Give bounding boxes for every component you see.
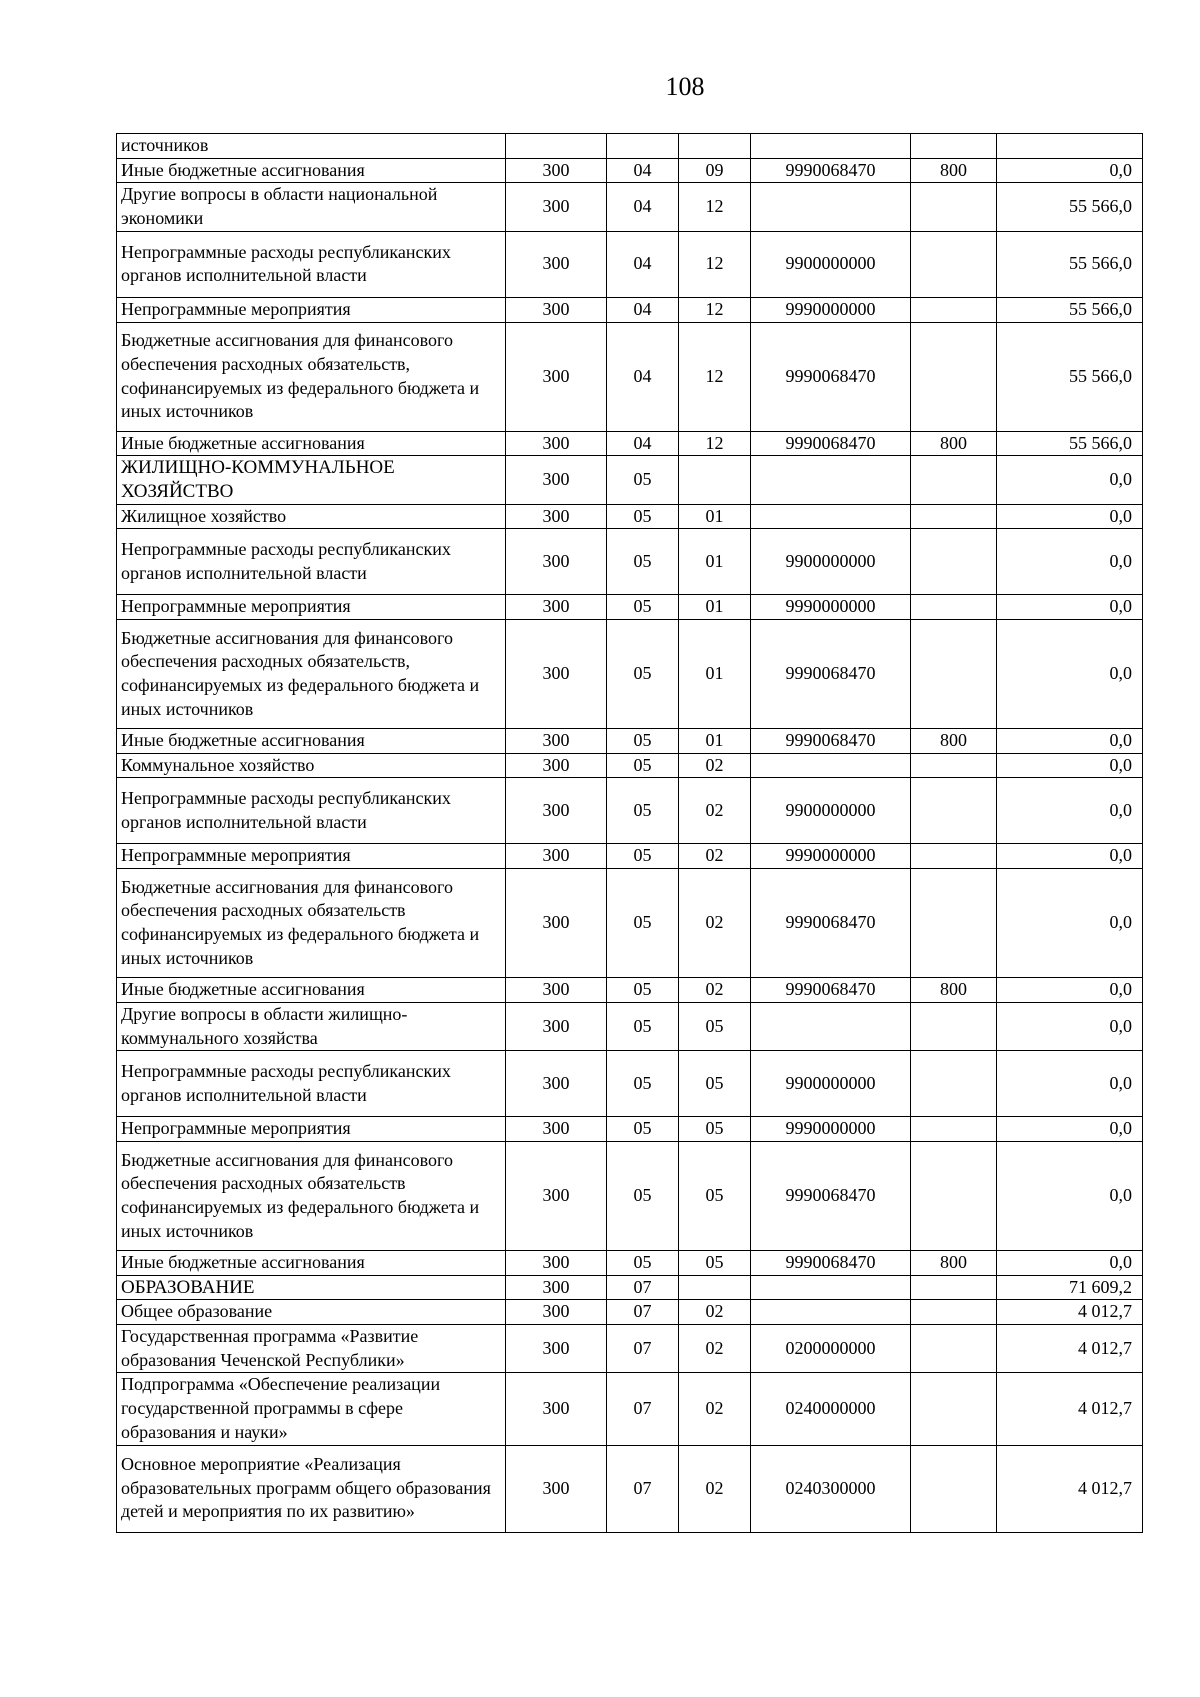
table-row	[117, 183, 1143, 231]
row-expense-type-cell	[911, 1325, 997, 1373]
table-row	[117, 978, 1143, 1003]
table-row	[117, 1051, 1143, 1117]
table-row	[117, 504, 1143, 529]
row-subsection-cell: 02	[679, 1300, 751, 1325]
row-section-cell: 05	[607, 1051, 679, 1117]
row-expense-type-cell	[911, 134, 997, 159]
row-amount-cell: 55 566,0	[997, 431, 1143, 456]
row-subsection-cell: 05	[679, 1002, 751, 1050]
row-expense-type-cell	[911, 778, 997, 844]
row-amount-cell: 0,0	[997, 1141, 1143, 1250]
row-name-cell: ОБРАЗОВАНИЕ	[117, 1275, 506, 1300]
row-name-cell: Жилищное хозяйство	[117, 504, 506, 529]
row-name-cell: Непрограммные расходы республиканских органов исполнительной власти	[117, 1051, 506, 1117]
row-admin-code-cell: 300	[506, 869, 607, 978]
row-amount-cell: 0,0	[997, 729, 1143, 754]
row-section-cell: 07	[607, 1300, 679, 1325]
row-expense-type-cell	[911, 1051, 997, 1117]
row-section-cell: 05	[607, 595, 679, 620]
row-expense-type-cell	[911, 1373, 997, 1445]
row-target-article-cell: 0240300000	[751, 1445, 911, 1532]
row-admin-code-cell: 300	[506, 1325, 607, 1373]
row-expense-type-cell	[911, 231, 997, 297]
table-row	[117, 1002, 1143, 1050]
row-target-article-cell	[751, 134, 911, 159]
row-admin-code-cell: 300	[506, 753, 607, 778]
budget-table	[116, 133, 1143, 1533]
row-section-cell: 05	[607, 456, 679, 504]
row-admin-code-cell: 300	[506, 1300, 607, 1325]
table-row	[117, 297, 1143, 322]
row-name-cell: Бюджетные ассигнования для финансового обеспечения расходных обязательств, софинансируемых из федерального бюджета и иных источников	[117, 322, 506, 431]
row-admin-code-cell: 300	[506, 1275, 607, 1300]
row-name-cell: Бюджетные ассигнования для финансового обеспечения расходных обязательств, софинансируемых из федерального бюджета и иных источников	[117, 620, 506, 729]
row-target-article-cell: 9990000000	[751, 595, 911, 620]
table-row	[117, 322, 1143, 431]
row-expense-type-cell: 800	[911, 158, 997, 183]
table-row	[117, 778, 1143, 844]
row-subsection-cell: 02	[679, 1325, 751, 1373]
row-target-article-cell: 0200000000	[751, 1325, 911, 1373]
table-row	[117, 1275, 1143, 1300]
table-row	[117, 620, 1143, 729]
row-section-cell: 04	[607, 183, 679, 231]
row-admin-code-cell: 300	[506, 595, 607, 620]
table-row	[117, 456, 1143, 504]
table-row	[117, 231, 1143, 297]
row-amount-cell: 0,0	[997, 529, 1143, 595]
row-admin-code-cell: 300	[506, 431, 607, 456]
row-amount-cell: 0,0	[997, 978, 1143, 1003]
row-target-article-cell	[751, 1300, 911, 1325]
row-section-cell: 07	[607, 1445, 679, 1532]
row-subsection-cell: 09	[679, 158, 751, 183]
row-section-cell: 05	[607, 1002, 679, 1050]
row-amount-cell: 0,0	[997, 778, 1143, 844]
row-section-cell: 05	[607, 869, 679, 978]
row-admin-code-cell: 300	[506, 844, 607, 869]
row-amount-cell: 0,0	[997, 753, 1143, 778]
row-subsection-cell: 12	[679, 297, 751, 322]
row-section-cell: 07	[607, 1373, 679, 1445]
row-section-cell: 05	[607, 778, 679, 844]
row-section-cell: 05	[607, 1141, 679, 1250]
row-expense-type-cell	[911, 1117, 997, 1142]
row-expense-type-cell	[911, 183, 997, 231]
row-target-article-cell: 9990000000	[751, 844, 911, 869]
row-name-cell: Непрограммные мероприятия	[117, 1117, 506, 1142]
row-target-article-cell: 9990068470	[751, 620, 911, 729]
row-admin-code-cell: 300	[506, 1373, 607, 1445]
row-name-cell: Непрограммные расходы республиканских органов исполнительной власти	[117, 231, 506, 297]
row-amount-cell: 4 012,7	[997, 1325, 1143, 1373]
row-target-article-cell: 9990068470	[751, 431, 911, 456]
row-target-article-cell: 9990068470	[751, 869, 911, 978]
row-name-cell: источников	[117, 134, 506, 159]
row-target-article-cell: 0240000000	[751, 1373, 911, 1445]
row-amount-cell: 0,0	[997, 1051, 1143, 1117]
row-target-article-cell: 9990068470	[751, 1250, 911, 1275]
row-subsection-cell: 05	[679, 1250, 751, 1275]
row-name-cell: Коммунальное хозяйство	[117, 753, 506, 778]
row-target-article-cell: 9900000000	[751, 231, 911, 297]
row-subsection-cell: 02	[679, 978, 751, 1003]
row-expense-type-cell	[911, 595, 997, 620]
row-subsection-cell: 05	[679, 1051, 751, 1117]
row-target-article-cell: 9990000000	[751, 297, 911, 322]
row-amount-cell: 0,0	[997, 595, 1143, 620]
table-row	[117, 595, 1143, 620]
table-row	[117, 1141, 1143, 1250]
row-expense-type-cell	[911, 1300, 997, 1325]
row-name-cell: Другие вопросы в области национальной экономики	[117, 183, 506, 231]
row-amount-cell: 4 012,7	[997, 1300, 1143, 1325]
row-admin-code-cell: 300	[506, 1117, 607, 1142]
row-section-cell: 05	[607, 620, 679, 729]
row-amount-cell: 55 566,0	[997, 322, 1143, 431]
row-section-cell: 05	[607, 729, 679, 754]
row-target-article-cell: 9990000000	[751, 1117, 911, 1142]
row-target-article-cell: 9900000000	[751, 529, 911, 595]
row-admin-code-cell: 300	[506, 297, 607, 322]
row-section-cell: 04	[607, 231, 679, 297]
row-section-cell: 05	[607, 844, 679, 869]
row-amount-cell	[997, 134, 1143, 159]
row-admin-code-cell: 300	[506, 978, 607, 1003]
row-subsection-cell: 12	[679, 183, 751, 231]
row-name-cell: Иные бюджетные ассигнования	[117, 158, 506, 183]
row-admin-code-cell: 300	[506, 322, 607, 431]
row-section-cell	[607, 134, 679, 159]
row-amount-cell: 0,0	[997, 844, 1143, 869]
row-name-cell: Иные бюджетные ассигнования	[117, 1250, 506, 1275]
row-subsection-cell: 02	[679, 1445, 751, 1532]
row-expense-type-cell	[911, 1002, 997, 1050]
row-subsection-cell: 01	[679, 595, 751, 620]
table-row	[117, 431, 1143, 456]
row-section-cell: 05	[607, 504, 679, 529]
row-name-cell: Государственная программа «Развитие образования Чеченской Республики»	[117, 1325, 506, 1373]
row-section-cell: 05	[607, 1117, 679, 1142]
row-subsection-cell	[679, 1275, 751, 1300]
row-subsection-cell: 12	[679, 322, 751, 431]
row-expense-type-cell	[911, 1141, 997, 1250]
row-target-article-cell: 9990068470	[751, 322, 911, 431]
row-name-cell: Непрограммные мероприятия	[117, 844, 506, 869]
row-subsection-cell: 02	[679, 778, 751, 844]
row-subsection-cell: 05	[679, 1117, 751, 1142]
row-expense-type-cell	[911, 753, 997, 778]
row-admin-code-cell: 300	[506, 529, 607, 595]
row-name-cell: Другие вопросы в области жилищно-коммунального хозяйства	[117, 1002, 506, 1050]
row-target-article-cell	[751, 504, 911, 529]
row-name-cell: ЖИЛИЩНО-КОММУНАЛЬНОЕ ХОЗЯЙСТВО	[117, 456, 506, 504]
row-admin-code-cell: 300	[506, 1002, 607, 1050]
row-section-cell: 04	[607, 431, 679, 456]
row-amount-cell: 0,0	[997, 456, 1143, 504]
row-section-cell: 05	[607, 978, 679, 1003]
row-subsection-cell: 01	[679, 529, 751, 595]
row-expense-type-cell	[911, 620, 997, 729]
row-admin-code-cell: 300	[506, 620, 607, 729]
row-expense-type-cell: 800	[911, 729, 997, 754]
row-amount-cell: 0,0	[997, 620, 1143, 729]
row-subsection-cell: 01	[679, 620, 751, 729]
row-expense-type-cell	[911, 456, 997, 504]
row-subsection-cell: 02	[679, 1373, 751, 1445]
row-section-cell: 04	[607, 297, 679, 322]
row-amount-cell: 0,0	[997, 869, 1143, 978]
row-target-article-cell: 9900000000	[751, 778, 911, 844]
row-target-article-cell: 9990068470	[751, 978, 911, 1003]
table-row	[117, 1250, 1143, 1275]
table-row	[117, 529, 1143, 595]
row-admin-code-cell: 300	[506, 1141, 607, 1250]
row-subsection-cell: 12	[679, 431, 751, 456]
row-expense-type-cell	[911, 322, 997, 431]
row-target-article-cell	[751, 753, 911, 778]
row-amount-cell: 0,0	[997, 1002, 1143, 1050]
row-amount-cell: 55 566,0	[997, 231, 1143, 297]
row-name-cell: Непрограммные мероприятия	[117, 297, 506, 322]
table-row	[117, 729, 1143, 754]
row-amount-cell: 0,0	[997, 504, 1143, 529]
row-amount-cell: 0,0	[997, 1117, 1143, 1142]
row-name-cell: Подпрограмма «Обеспечение реализации государственной программы в сфере образования и науки»	[117, 1373, 506, 1445]
row-admin-code-cell: 300	[506, 1051, 607, 1117]
row-section-cell: 04	[607, 158, 679, 183]
table-row	[117, 1300, 1143, 1325]
row-subsection-cell: 01	[679, 504, 751, 529]
row-expense-type-cell: 800	[911, 978, 997, 1003]
row-name-cell: Непрограммные расходы республиканских органов исполнительной власти	[117, 778, 506, 844]
row-subsection-cell: 12	[679, 231, 751, 297]
row-name-cell: Непрограммные мероприятия	[117, 595, 506, 620]
table-row	[117, 753, 1143, 778]
row-amount-cell: 0,0	[997, 1250, 1143, 1275]
row-amount-cell: 55 566,0	[997, 297, 1143, 322]
table-row	[117, 158, 1143, 183]
row-subsection-cell	[679, 456, 751, 504]
row-target-article-cell: 9900000000	[751, 1051, 911, 1117]
row-expense-type-cell	[911, 529, 997, 595]
row-admin-code-cell: 300	[506, 231, 607, 297]
table-row	[117, 844, 1143, 869]
row-subsection-cell: 01	[679, 729, 751, 754]
table-row	[117, 869, 1143, 978]
row-expense-type-cell: 800	[911, 431, 997, 456]
row-amount-cell: 71 609,2	[997, 1275, 1143, 1300]
row-subsection-cell: 02	[679, 844, 751, 869]
row-subsection-cell: 05	[679, 1141, 751, 1250]
row-section-cell: 07	[607, 1325, 679, 1373]
row-admin-code-cell: 300	[506, 456, 607, 504]
row-target-article-cell: 9990068470	[751, 729, 911, 754]
row-name-cell: Общее образование	[117, 1300, 506, 1325]
row-admin-code-cell: 300	[506, 778, 607, 844]
table-row	[117, 134, 1143, 159]
row-target-article-cell	[751, 456, 911, 504]
row-subsection-cell: 02	[679, 869, 751, 978]
row-admin-code-cell	[506, 134, 607, 159]
row-section-cell: 05	[607, 753, 679, 778]
row-target-article-cell	[751, 1002, 911, 1050]
row-target-article-cell	[751, 1275, 911, 1300]
table-row	[117, 1117, 1143, 1142]
row-expense-type-cell	[911, 1445, 997, 1532]
row-subsection-cell	[679, 134, 751, 159]
row-name-cell: Непрограммные расходы республиканских органов исполнительной власти	[117, 529, 506, 595]
row-expense-type-cell	[911, 869, 997, 978]
row-name-cell: Иные бюджетные ассигнования	[117, 729, 506, 754]
row-admin-code-cell: 300	[506, 1445, 607, 1532]
row-admin-code-cell: 300	[506, 1250, 607, 1275]
row-section-cell: 04	[607, 322, 679, 431]
row-name-cell: Иные бюджетные ассигнования	[117, 431, 506, 456]
row-name-cell: Основное мероприятие «Реализация образовательных программ общего образования детей и мероприятия по их развитию»	[117, 1445, 506, 1532]
row-admin-code-cell: 300	[506, 183, 607, 231]
row-expense-type-cell	[911, 1275, 997, 1300]
row-section-cell: 05	[607, 1250, 679, 1275]
row-name-cell: Бюджетные ассигнования для финансового обеспечения расходных обязательств софинансируемых из федерального бюджета и иных источников	[117, 869, 506, 978]
row-target-article-cell: 9990068470	[751, 1141, 911, 1250]
row-amount-cell: 55 566,0	[997, 183, 1143, 231]
table-row	[117, 1325, 1143, 1373]
row-section-cell: 05	[607, 529, 679, 595]
row-admin-code-cell: 300	[506, 504, 607, 529]
table-row	[117, 1373, 1143, 1445]
table-row	[117, 1445, 1143, 1532]
row-amount-cell: 4 012,7	[997, 1373, 1143, 1445]
row-expense-type-cell	[911, 297, 997, 322]
row-admin-code-cell: 300	[506, 158, 607, 183]
row-expense-type-cell	[911, 844, 997, 869]
row-amount-cell: 4 012,7	[997, 1445, 1143, 1532]
row-admin-code-cell: 300	[506, 729, 607, 754]
row-name-cell: Иные бюджетные ассигнования	[117, 978, 506, 1003]
row-section-cell: 07	[607, 1275, 679, 1300]
row-expense-type-cell	[911, 504, 997, 529]
row-amount-cell: 0,0	[997, 158, 1143, 183]
page-number: 108	[665, 72, 705, 101]
row-target-article-cell	[751, 183, 911, 231]
row-target-article-cell: 9990068470	[751, 158, 911, 183]
row-subsection-cell: 02	[679, 753, 751, 778]
row-name-cell: Бюджетные ассигнования для финансового обеспечения расходных обязательств софинансируемых из федерального бюджета и иных источников	[117, 1141, 506, 1250]
table-body	[117, 134, 1143, 1533]
row-expense-type-cell: 800	[911, 1250, 997, 1275]
